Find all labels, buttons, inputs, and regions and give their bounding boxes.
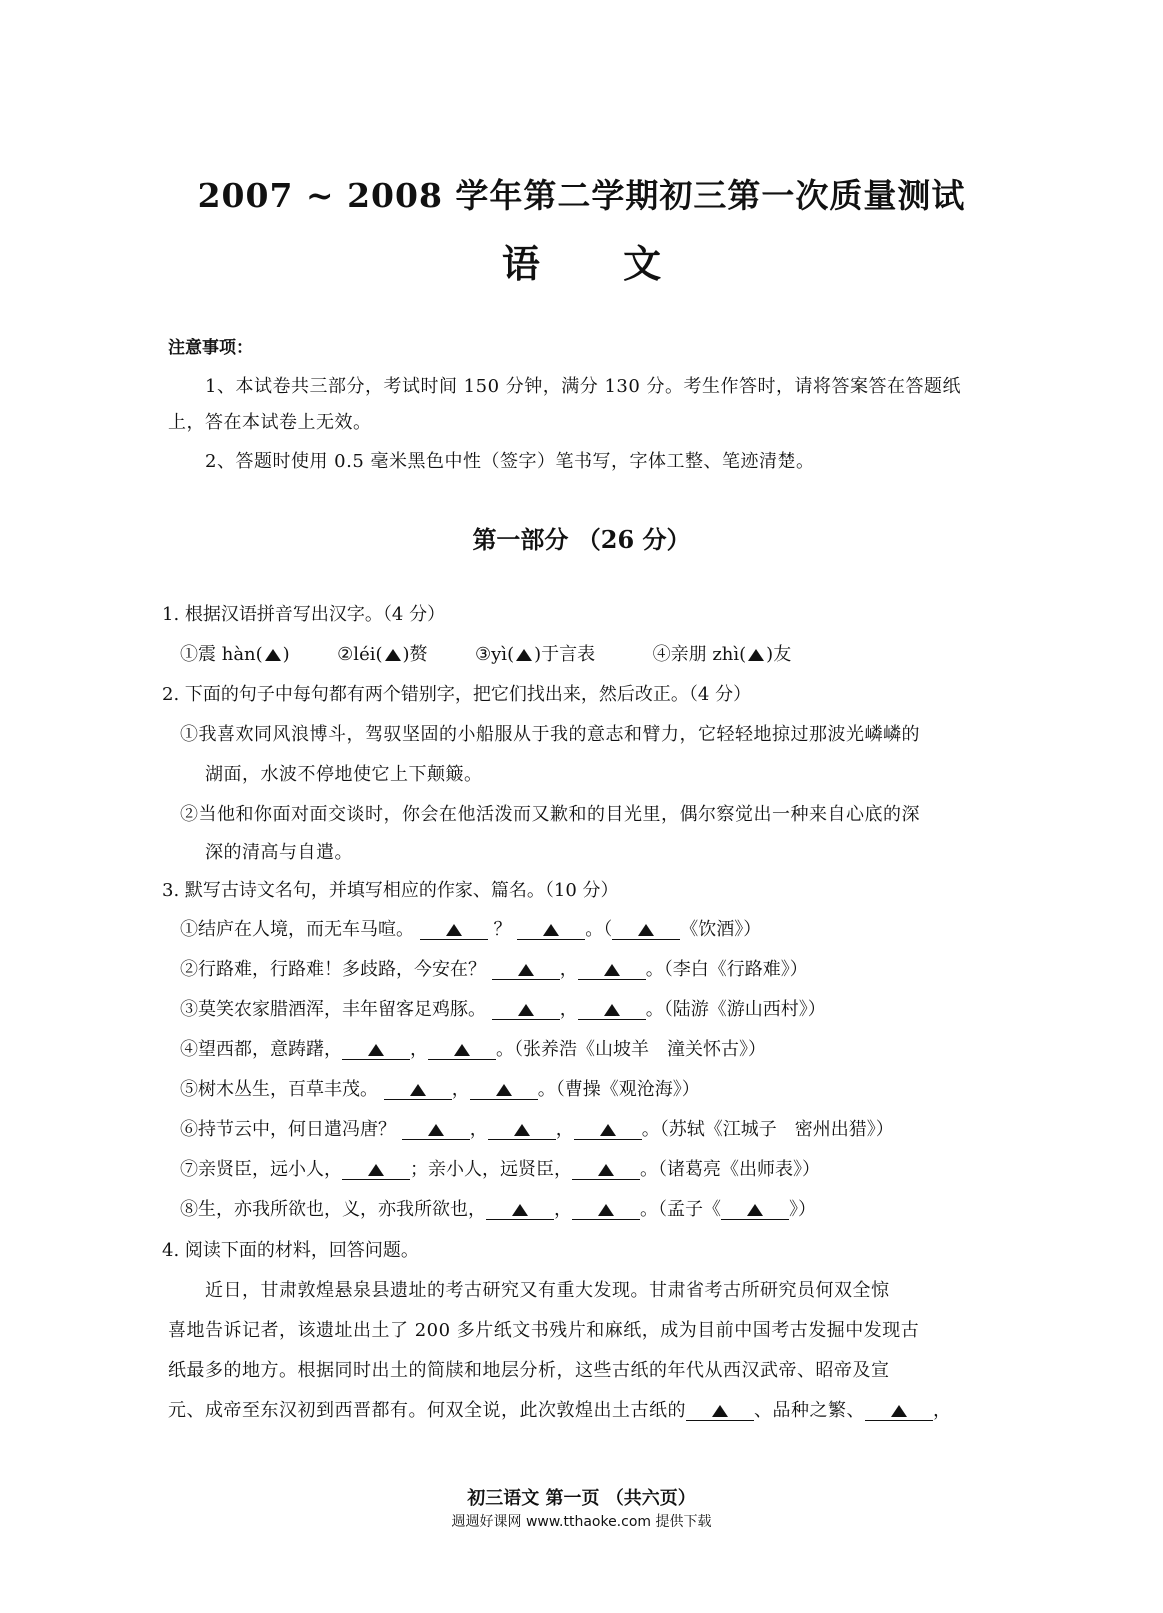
notice-heading: 注意事项： (168, 338, 253, 358)
question-1-options (180, 640, 791, 666)
q3-line-3-text-c: 。（陆游《游山西村》） (645, 999, 826, 1020)
triangle-icon (712, 1405, 728, 1417)
q3-line-3-text-a: ③莫笑农家腊酒浑，丰年留客足鸡豚。 (180, 999, 486, 1020)
q3-line-5-text-a: ⑤树木丛生，百草丰茂。 (180, 1079, 378, 1100)
triangle-icon (598, 1204, 614, 1216)
q3-line-3 (180, 995, 826, 1021)
answer-blank (420, 921, 488, 940)
triangle-icon (891, 1405, 907, 1417)
q3-line-4-text-b: ， (410, 1039, 428, 1060)
triangle-icon (368, 1164, 384, 1176)
subject-title: 语 文 (501, 241, 662, 286)
answer-blank (492, 1001, 560, 1020)
q3-line-2-text-c: 。（李白《行路难》） (645, 959, 808, 980)
triangle-icon (748, 649, 764, 661)
q2-sentence-1-line-1: ①我喜欢同风浪博斗，驾驭坚固的小船服从于我的意志和臂力，它轻轻地掠过那波光嶙嶙的 (180, 724, 920, 745)
q3-line-1 (180, 915, 761, 941)
triangle-icon (747, 1204, 763, 1216)
q3-line-5-text-b: ， (451, 1079, 470, 1100)
answer-blank (342, 1161, 410, 1180)
triangle-icon (496, 1084, 512, 1096)
q4-passage-line-2: 喜地告诉记者，该遗址出土了 200 多片纸文书残片和麻纸，成为目前中国考古发掘中发现古 (168, 1320, 920, 1341)
q3-line-3-text-b: ， (559, 999, 578, 1020)
q4-passage-line-4-text-b: 、品种之繁、 (754, 1400, 865, 1421)
q1-option-c-end: )于言表 (534, 644, 596, 665)
q4-passage-line-4-text-c: ， (933, 1400, 952, 1421)
q3-line-4 (180, 1035, 766, 1061)
q4-passage-line-1: 近日，甘肃敦煌悬泉县遗址的考古研究又有重大发现。甘肃省考古所研究员何双全惊 (205, 1280, 890, 1301)
triangle-icon (518, 1004, 534, 1016)
answer-blank (578, 961, 646, 980)
notice-item-1-line-1: 1、本试卷共三部分，考试时间 150 分钟，满分 130 分。考生作答时，请将答案答在答题纸 (205, 376, 962, 397)
answer-blank (488, 1121, 556, 1140)
q3-line-1-text-b: ？ (493, 919, 512, 940)
answer-blank (428, 1041, 496, 1060)
question-3-stem: 3. 默写古诗文名句，并填写相应的作家、篇名。（10 分） (162, 880, 619, 901)
q3-line-7-text-a: ⑦亲贤臣，远小人， (180, 1159, 342, 1180)
triangle-icon (638, 924, 654, 936)
q3-line-1-text-d: 《饮酒》） (680, 919, 762, 940)
q1-option-c: ③yì( (475, 644, 515, 665)
q3-line-2 (180, 955, 808, 981)
answer-blank (686, 1402, 754, 1421)
question-2-stem: 2. 下面的句子中每句都有两个错别字，把它们找出来，然后改正。（4 分） (162, 684, 752, 705)
question-4-stem: 4. 阅读下面的材料，回答问题。 (162, 1240, 419, 1261)
triangle-icon (518, 964, 534, 976)
answer-blank (572, 1161, 640, 1180)
q3-line-6-text-a: ⑥持节云中，何日遣冯唐？ (180, 1119, 396, 1140)
answer-blank (486, 1201, 554, 1220)
triangle-icon (543, 924, 559, 936)
section-1-title: 第一部分 （26 分） (472, 525, 691, 554)
q3-line-1-text-c: 。（ (585, 919, 613, 940)
q1-option-b: ②léi( (337, 644, 383, 665)
q3-line-8-text-b: ， (554, 1199, 572, 1220)
answer-blank (342, 1041, 410, 1060)
q3-line-8-text-d: 》） (789, 1199, 816, 1220)
q3-line-8-text-a: ⑧生，亦我所欲也，义，亦我所欲也， (180, 1199, 486, 1220)
notice-item-2: 2、答题时使用 0.5 毫米黑色中性（签字）笔书写，字体工整、笔迹清楚。 (205, 451, 815, 472)
q3-line-6-text-d: 。（苏轼《江城子 密州出猎》） (641, 1119, 894, 1140)
q4-passage-line-4-text-a: 元、成帝至东汉初到西晋都有。何双全说，此次敦煌出土古纸的 (168, 1400, 686, 1421)
triangle-icon (514, 1124, 530, 1136)
triangle-icon (446, 924, 462, 936)
q3-line-4-text-c: 。（张养浩《山坡羊 潼关怀古》） (496, 1039, 766, 1060)
triangle-icon (428, 1124, 444, 1136)
triangle-icon (454, 1044, 470, 1056)
q4-passage-line-4 (168, 1396, 952, 1422)
answer-blank (384, 1081, 452, 1100)
triangle-icon (512, 1204, 528, 1216)
answer-blank (721, 1201, 789, 1220)
q2-sentence-1-line-2: 湖面，水波不停地使它上下颠簸。 (205, 764, 483, 785)
answer-blank (402, 1121, 470, 1140)
q3-line-5 (180, 1075, 700, 1101)
download-credit: 週週好课网 www.tthaoke.com 提供下载 (451, 1514, 712, 1530)
triangle-icon (368, 1044, 384, 1056)
q3-line-8 (180, 1195, 816, 1221)
triangle-icon (516, 649, 532, 661)
q2-sentence-2-line-2: 深的清高与自遣。 (205, 842, 353, 863)
answer-blank (470, 1081, 538, 1100)
notice-item-1-line-2: 上，答在本试卷上无效。 (168, 412, 372, 433)
answer-blank (517, 921, 585, 940)
q3-line-7-text-b: ；亲小人，远贤臣， (410, 1159, 572, 1180)
triangle-icon (385, 649, 401, 661)
triangle-icon (265, 649, 281, 661)
q1-option-a: ①震 hàn( (180, 644, 263, 665)
q2-sentence-2-line-1: ②当他和你面对面交谈时，你会在他活泼而又歉和的目光里，偶尔察觉出一种来自心底的深 (180, 804, 920, 825)
triangle-icon (600, 1124, 616, 1136)
q1-option-a-end: ) (282, 644, 290, 665)
answer-blank (574, 1121, 642, 1140)
q3-line-6-text-b: ， (469, 1119, 488, 1140)
exam-title: 2007 ~ 2008 学年第二学期初三第一次质量测试 (197, 176, 966, 215)
answer-blank (865, 1402, 933, 1421)
q1-option-d-end: )友 (766, 644, 792, 665)
q3-line-6-text-c: ， (555, 1119, 574, 1140)
answer-blank (492, 961, 560, 980)
q3-line-7-text-c: 。（诸葛亮《出师表》） (640, 1159, 820, 1180)
q3-line-1-text-a: ①结庐在人境，而无车马喧。 (180, 919, 414, 940)
q3-line-6 (180, 1115, 894, 1141)
page-footer: 初三语文 第一页 （共六页） (467, 1488, 696, 1509)
answer-blank (572, 1201, 640, 1220)
q3-line-4-text-a: ④望西都，意踌躇， (180, 1039, 342, 1060)
answer-blank (612, 921, 680, 940)
q3-line-5-text-c: 。（曹操《观沧海》） (537, 1079, 700, 1100)
q3-line-2-text-b: ， (559, 959, 578, 980)
q1-option-b-end: )赘 (402, 644, 428, 665)
q1-option-d: ④亲朋 zhì( (652, 644, 747, 665)
answer-blank (578, 1001, 646, 1020)
q3-line-2-text-a: ②行路难，行路难！多歧路，今安在？ (180, 959, 486, 980)
q3-line-8-text-c: 。（孟子《 (640, 1199, 721, 1220)
triangle-icon (604, 964, 620, 976)
triangle-icon (598, 1164, 614, 1176)
triangle-icon (604, 1004, 620, 1016)
q4-passage-line-3: 纸最多的地方。根据同时出土的简牍和地层分析，这些古纸的年代从西汉武帝、昭帝及宣 (168, 1360, 890, 1381)
triangle-icon (410, 1084, 426, 1096)
question-1-stem: 1. 根据汉语拼音写出汉字。（4 分） (162, 604, 446, 625)
q3-line-7 (180, 1155, 820, 1181)
